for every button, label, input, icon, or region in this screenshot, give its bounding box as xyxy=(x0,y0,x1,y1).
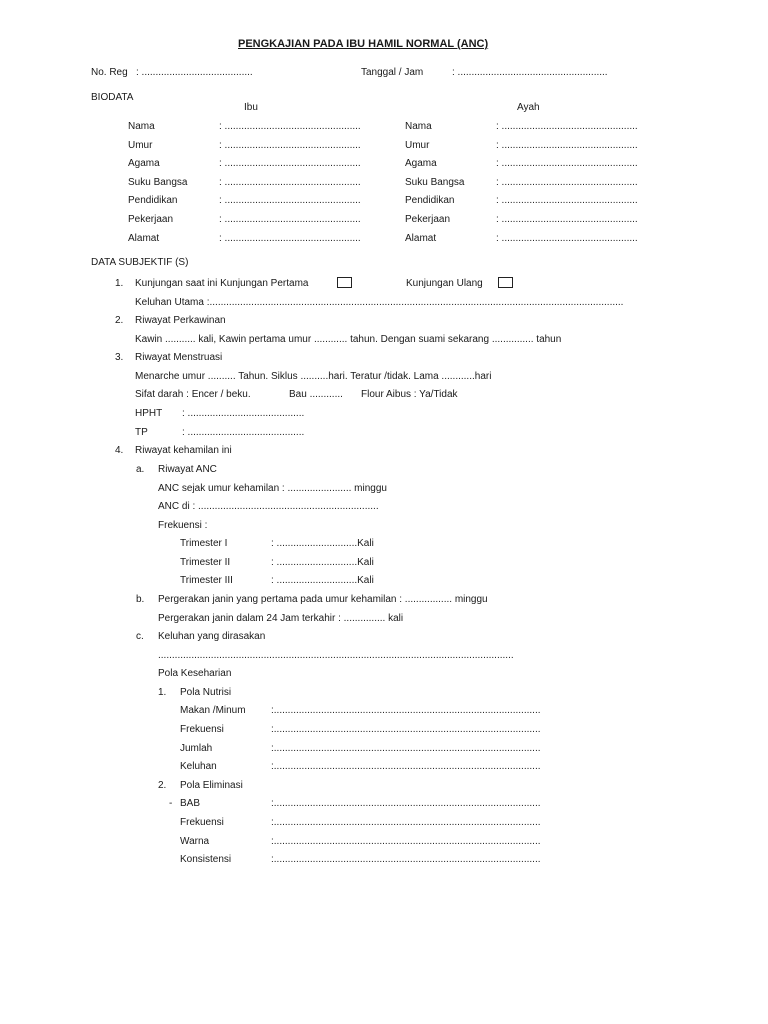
item-number: 2. xyxy=(115,315,124,326)
anc-sejak-field[interactable]: ANC sejak umur kehamilan : ....................... minggu xyxy=(158,483,387,494)
tanggal-field[interactable]: : ...................................................... xyxy=(452,67,608,78)
nutrisi-label: Frekuensi xyxy=(180,724,224,735)
eliminasi-field[interactable]: :................................................................................................ xyxy=(271,854,541,865)
nutrisi-label: Keluhan xyxy=(180,761,217,772)
noreg-field[interactable]: : ........................................ xyxy=(136,67,253,78)
eliminasi-field[interactable]: :................................................................................................ xyxy=(271,798,541,809)
kunjungan-ulang-label: Kunjungan Ulang xyxy=(406,278,483,289)
ibu-field-input[interactable]: : ................................................. xyxy=(219,233,361,244)
ayah-field-input[interactable]: : ................................................. xyxy=(496,233,638,244)
eliminasi-label: Konsistensi xyxy=(180,854,232,865)
riwayat-kehamilan-label: Riwayat kehamilan ini xyxy=(135,445,232,456)
ayah-field-label: Suku Bangsa xyxy=(405,177,465,188)
sub-letter: b. xyxy=(136,594,145,605)
ayah-field-input[interactable]: : ................................................. xyxy=(496,177,638,188)
riwayat-menstruasi-label: Riwayat Menstruasi xyxy=(135,352,223,363)
nutrisi-label: Jumlah xyxy=(180,743,213,754)
nutrisi-field[interactable]: :................................................................................................ xyxy=(271,705,541,716)
document-title: PENGKAJIAN PADA IBU HAMIL NORMAL (ANC) xyxy=(238,38,489,50)
ibu-field-label: Pendidikan xyxy=(128,195,178,206)
ibu-field-input[interactable]: : ................................................. xyxy=(219,177,361,188)
trimester-field[interactable]: : .............................Kali xyxy=(271,538,374,549)
tanggal-label: Tanggal / Jam xyxy=(361,67,424,78)
ibu-field-label: Agama xyxy=(128,158,160,169)
sub-letter: a. xyxy=(136,464,145,475)
ibu-field-label: Suku Bangsa xyxy=(128,177,188,188)
ibu-field-label: Pekerjaan xyxy=(128,214,174,225)
flour-albus-field[interactable]: Flour Aibus : Ya/Tidak xyxy=(361,389,458,400)
sifat-darah-field[interactable]: Sifat darah : Encer / beku. xyxy=(135,389,251,400)
trimester-label: Trimester III xyxy=(180,575,233,586)
ibu-field-input[interactable]: : ................................................. xyxy=(219,140,361,151)
frekuensi-label: Frekuensi : xyxy=(158,520,208,531)
sub-letter: c. xyxy=(136,631,144,642)
ayah-field-label: Umur xyxy=(405,140,430,151)
hpht-label: HPHT xyxy=(135,408,163,419)
kunjungan-pertama-label: Kunjungan saat ini Kunjungan Pertama xyxy=(135,278,309,289)
trimester-label: Trimester I xyxy=(180,538,228,549)
trimester-field[interactable]: : .............................Kali xyxy=(271,575,374,586)
tp-field[interactable]: : .......................................... xyxy=(182,427,305,438)
pola-keseharian-heading: Pola Keseharian xyxy=(158,668,232,679)
noreg-label: No. Reg xyxy=(91,67,128,78)
ibu-field-label: Umur xyxy=(128,140,153,151)
ayah-field-input[interactable]: : ................................................. xyxy=(496,121,638,132)
riwayat-anc-label: Riwayat ANC xyxy=(158,464,217,475)
ayah-field-input[interactable]: : ................................................. xyxy=(496,214,638,225)
eliminasi-label: Warna xyxy=(180,836,210,847)
pola-number: 1. xyxy=(158,687,167,698)
ibu-heading: Ibu xyxy=(244,102,258,113)
pola-eliminasi-label: Pola Eliminasi xyxy=(180,780,243,791)
ayah-field-input[interactable]: : ................................................. xyxy=(496,195,638,206)
keluhan-dirasakan-field[interactable]: ................................................................................................................................ xyxy=(158,650,514,661)
eliminasi-field[interactable]: :................................................................................................ xyxy=(271,817,541,828)
trimester-label: Trimester II xyxy=(180,557,231,568)
pola-nutrisi-label: Pola Nutrisi xyxy=(180,687,232,698)
ayah-field-label: Agama xyxy=(405,158,437,169)
nutrisi-field[interactable]: :................................................................................................ xyxy=(271,761,541,772)
ayah-field-label: Pendidikan xyxy=(405,195,455,206)
ayah-field-label: Nama xyxy=(405,121,432,132)
item-number: 3. xyxy=(115,352,124,363)
eliminasi-label: BAB xyxy=(180,798,201,809)
bau-field[interactable]: Bau ............ xyxy=(289,389,343,400)
eliminasi-field[interactable]: :................................................................................................ xyxy=(271,836,541,847)
ibu-field-input[interactable]: : ................................................. xyxy=(219,121,361,132)
anc-di-field[interactable]: ANC di : ................................................................. xyxy=(158,501,379,512)
kunjungan-pertama-checkbox[interactable] xyxy=(337,277,352,288)
ayah-field-input[interactable]: : ................................................. xyxy=(496,140,638,151)
ibu-field-input[interactable]: : ................................................. xyxy=(219,195,361,206)
keluhan-utama-field[interactable]: Keluhan Utama :..................................................................................................................................................... xyxy=(135,297,624,308)
pergerakan-janin-24jam-field[interactable]: Pergerakan janin dalam 24 Jam terkahir : ............... kali xyxy=(158,613,404,624)
menarche-line[interactable]: Menarche umur .......... Tahun. Siklus ..........hari. Teratur /tidak. Lama ............hari xyxy=(135,371,492,382)
riwayat-perkawinan-label: Riwayat Perkawinan xyxy=(135,315,226,326)
ayah-field-label: Alamat xyxy=(405,233,437,244)
trimester-field[interactable]: : .............................Kali xyxy=(271,557,374,568)
ibu-field-input[interactable]: : ................................................. xyxy=(219,158,361,169)
nutrisi-field[interactable]: :................................................................................................ xyxy=(271,743,541,754)
item-number: 1. xyxy=(115,278,124,289)
nutrisi-label: Makan /Minum xyxy=(180,705,246,716)
ayah-heading: Ayah xyxy=(517,102,540,113)
bab-dash: - xyxy=(169,798,173,809)
keluhan-dirasakan-label: Keluhan yang dirasakan xyxy=(158,631,266,642)
tp-label: TP xyxy=(135,427,148,438)
perkawinan-line[interactable]: Kawin ........... kali, Kawin pertama umur ............ tahun. Dengan suami sekarang ............... tahun xyxy=(135,334,562,345)
item-number: 4. xyxy=(115,445,124,456)
ibu-field-label: Alamat xyxy=(128,233,160,244)
ayah-field-label: Pekerjaan xyxy=(405,214,451,225)
ibu-field-label: Nama xyxy=(128,121,155,132)
ibu-field-input[interactable]: : ................................................. xyxy=(219,214,361,225)
biodata-heading: BIODATA xyxy=(91,92,134,103)
pergerakan-janin-pertama-field[interactable]: Pergerakan janin yang pertama pada umur kehamilan : ................. minggu xyxy=(158,594,488,605)
subjektif-heading: DATA SUBJEKTIF (S) xyxy=(91,257,189,268)
pola-number: 2. xyxy=(158,780,167,791)
eliminasi-label: Frekuensi xyxy=(180,817,224,828)
kunjungan-ulang-checkbox[interactable] xyxy=(498,277,513,288)
nutrisi-field[interactable]: :................................................................................................ xyxy=(271,724,541,735)
hpht-field[interactable]: : .......................................... xyxy=(182,408,305,419)
ayah-field-input[interactable]: : ................................................. xyxy=(496,158,638,169)
